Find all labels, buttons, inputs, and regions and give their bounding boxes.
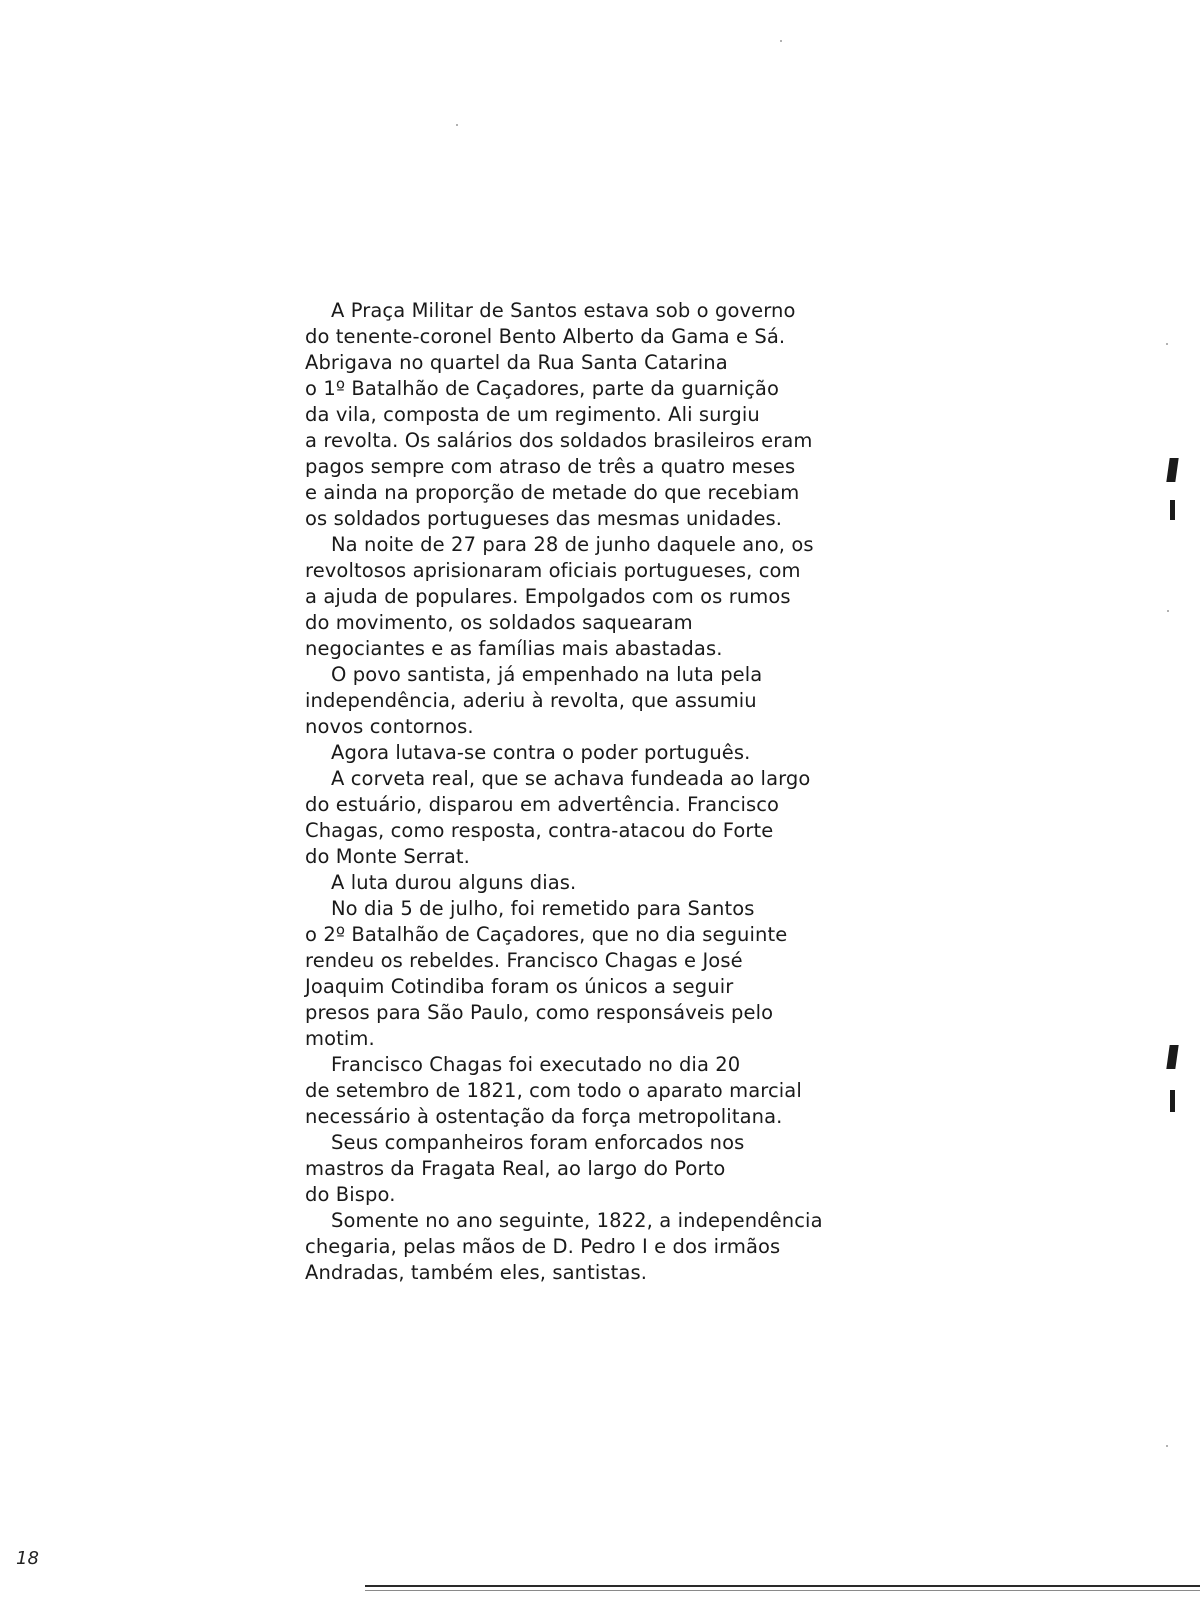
text-line: Joaquim Cotindiba foram os únicos a seguir [305, 975, 734, 998]
text-line: Abrigava no quartel da Rua Santa Catarina [305, 351, 728, 374]
text-line: revoltosos aprisionaram oficiais portugueses, com [305, 559, 801, 582]
body-text [305, 298, 865, 1286]
footer-rule [365, 1585, 1200, 1587]
scan-artifact-mark [1166, 458, 1178, 482]
text-line: presos para São Paulo, como responsáveis pelo [305, 1001, 774, 1024]
text-line: O povo santista, já empenhado na luta pela [331, 663, 763, 686]
scan-speck [1166, 343, 1168, 345]
text-line: motim. [305, 1027, 375, 1050]
text-line: a revolta. Os salários dos soldados brasileiros eram [305, 429, 813, 452]
scan-speck [1166, 1445, 1168, 1447]
scan-artifact-mark [1170, 1090, 1175, 1112]
text-line: Andradas, também eles, santistas. [305, 1261, 647, 1284]
text-line: necessário à ostentação da força metropolitana. [305, 1105, 783, 1128]
text-line: os soldados portugueses das mesmas unidades. [305, 507, 783, 530]
text-line: do movimento, os soldados saquearam [305, 611, 693, 634]
text-line: o 1º Batalhão de Caçadores, parte da guarnição [305, 377, 780, 400]
text-line: Chagas, como resposta, contra-atacou do Forte [305, 819, 774, 842]
page-number: 18 [16, 1548, 39, 1569]
text-line: Agora lutava-se contra o poder português. [331, 741, 751, 764]
scan-speck [456, 124, 458, 126]
text-line: Seus companheiros foram enforcados nos [331, 1131, 745, 1154]
text-line: A Praça Militar de Santos estava sob o governo [331, 299, 796, 322]
text-line: do estuário, disparou em advertência. Francisco [305, 793, 780, 816]
text-line: pagos sempre com atraso de três a quatro meses [305, 455, 796, 478]
text-line: o 2º Batalhão de Caçadores, que no dia seguinte [305, 923, 788, 946]
text-line: do tenente-coronel Bento Alberto da Gama e Sá. [305, 325, 786, 348]
scan-artifact-mark [1170, 500, 1175, 520]
text-line: negociantes e as famílias mais abastadas. [305, 637, 723, 660]
scan-speck [780, 40, 782, 42]
text-line: Na noite de 27 para 28 de junho daquele ano, os [331, 533, 814, 556]
text-line: novos contornos. [305, 715, 474, 738]
text-line: do Bispo. [305, 1183, 396, 1206]
text-line: No dia 5 de julho, foi remetido para Santos [331, 897, 755, 920]
text-line: chegaria, pelas mãos de D. Pedro I e dos irmãos [305, 1235, 781, 1258]
scan-speck [1167, 610, 1169, 612]
text-line: Francisco Chagas foi executado no dia 20 [331, 1053, 741, 1076]
text-line: e ainda na proporção de metade do que recebiam [305, 481, 800, 504]
text-line: a ajuda de populares. Empolgados com os rumos [305, 585, 791, 608]
text-line: independência, aderiu à revolta, que assumiu [305, 689, 757, 712]
text-line: de setembro de 1821, com todo o aparato marcial [305, 1079, 802, 1102]
text-line: A corveta real, que se achava fundeada ao largo [331, 767, 811, 790]
footer-rule-fine [365, 1590, 1200, 1591]
text-line: Somente no ano seguinte, 1822, a independência [331, 1209, 823, 1232]
scan-artifact-mark [1166, 1045, 1178, 1069]
text-line: do Monte Serrat. [305, 845, 470, 868]
text-line: rendeu os rebeldes. Francisco Chagas e José [305, 949, 743, 972]
text-line: mastros da Fragata Real, ao largo do Porto [305, 1157, 726, 1180]
text-line: A luta durou alguns dias. [331, 871, 577, 894]
text-line: da vila, composta de um regimento. Ali surgiu [305, 403, 760, 426]
